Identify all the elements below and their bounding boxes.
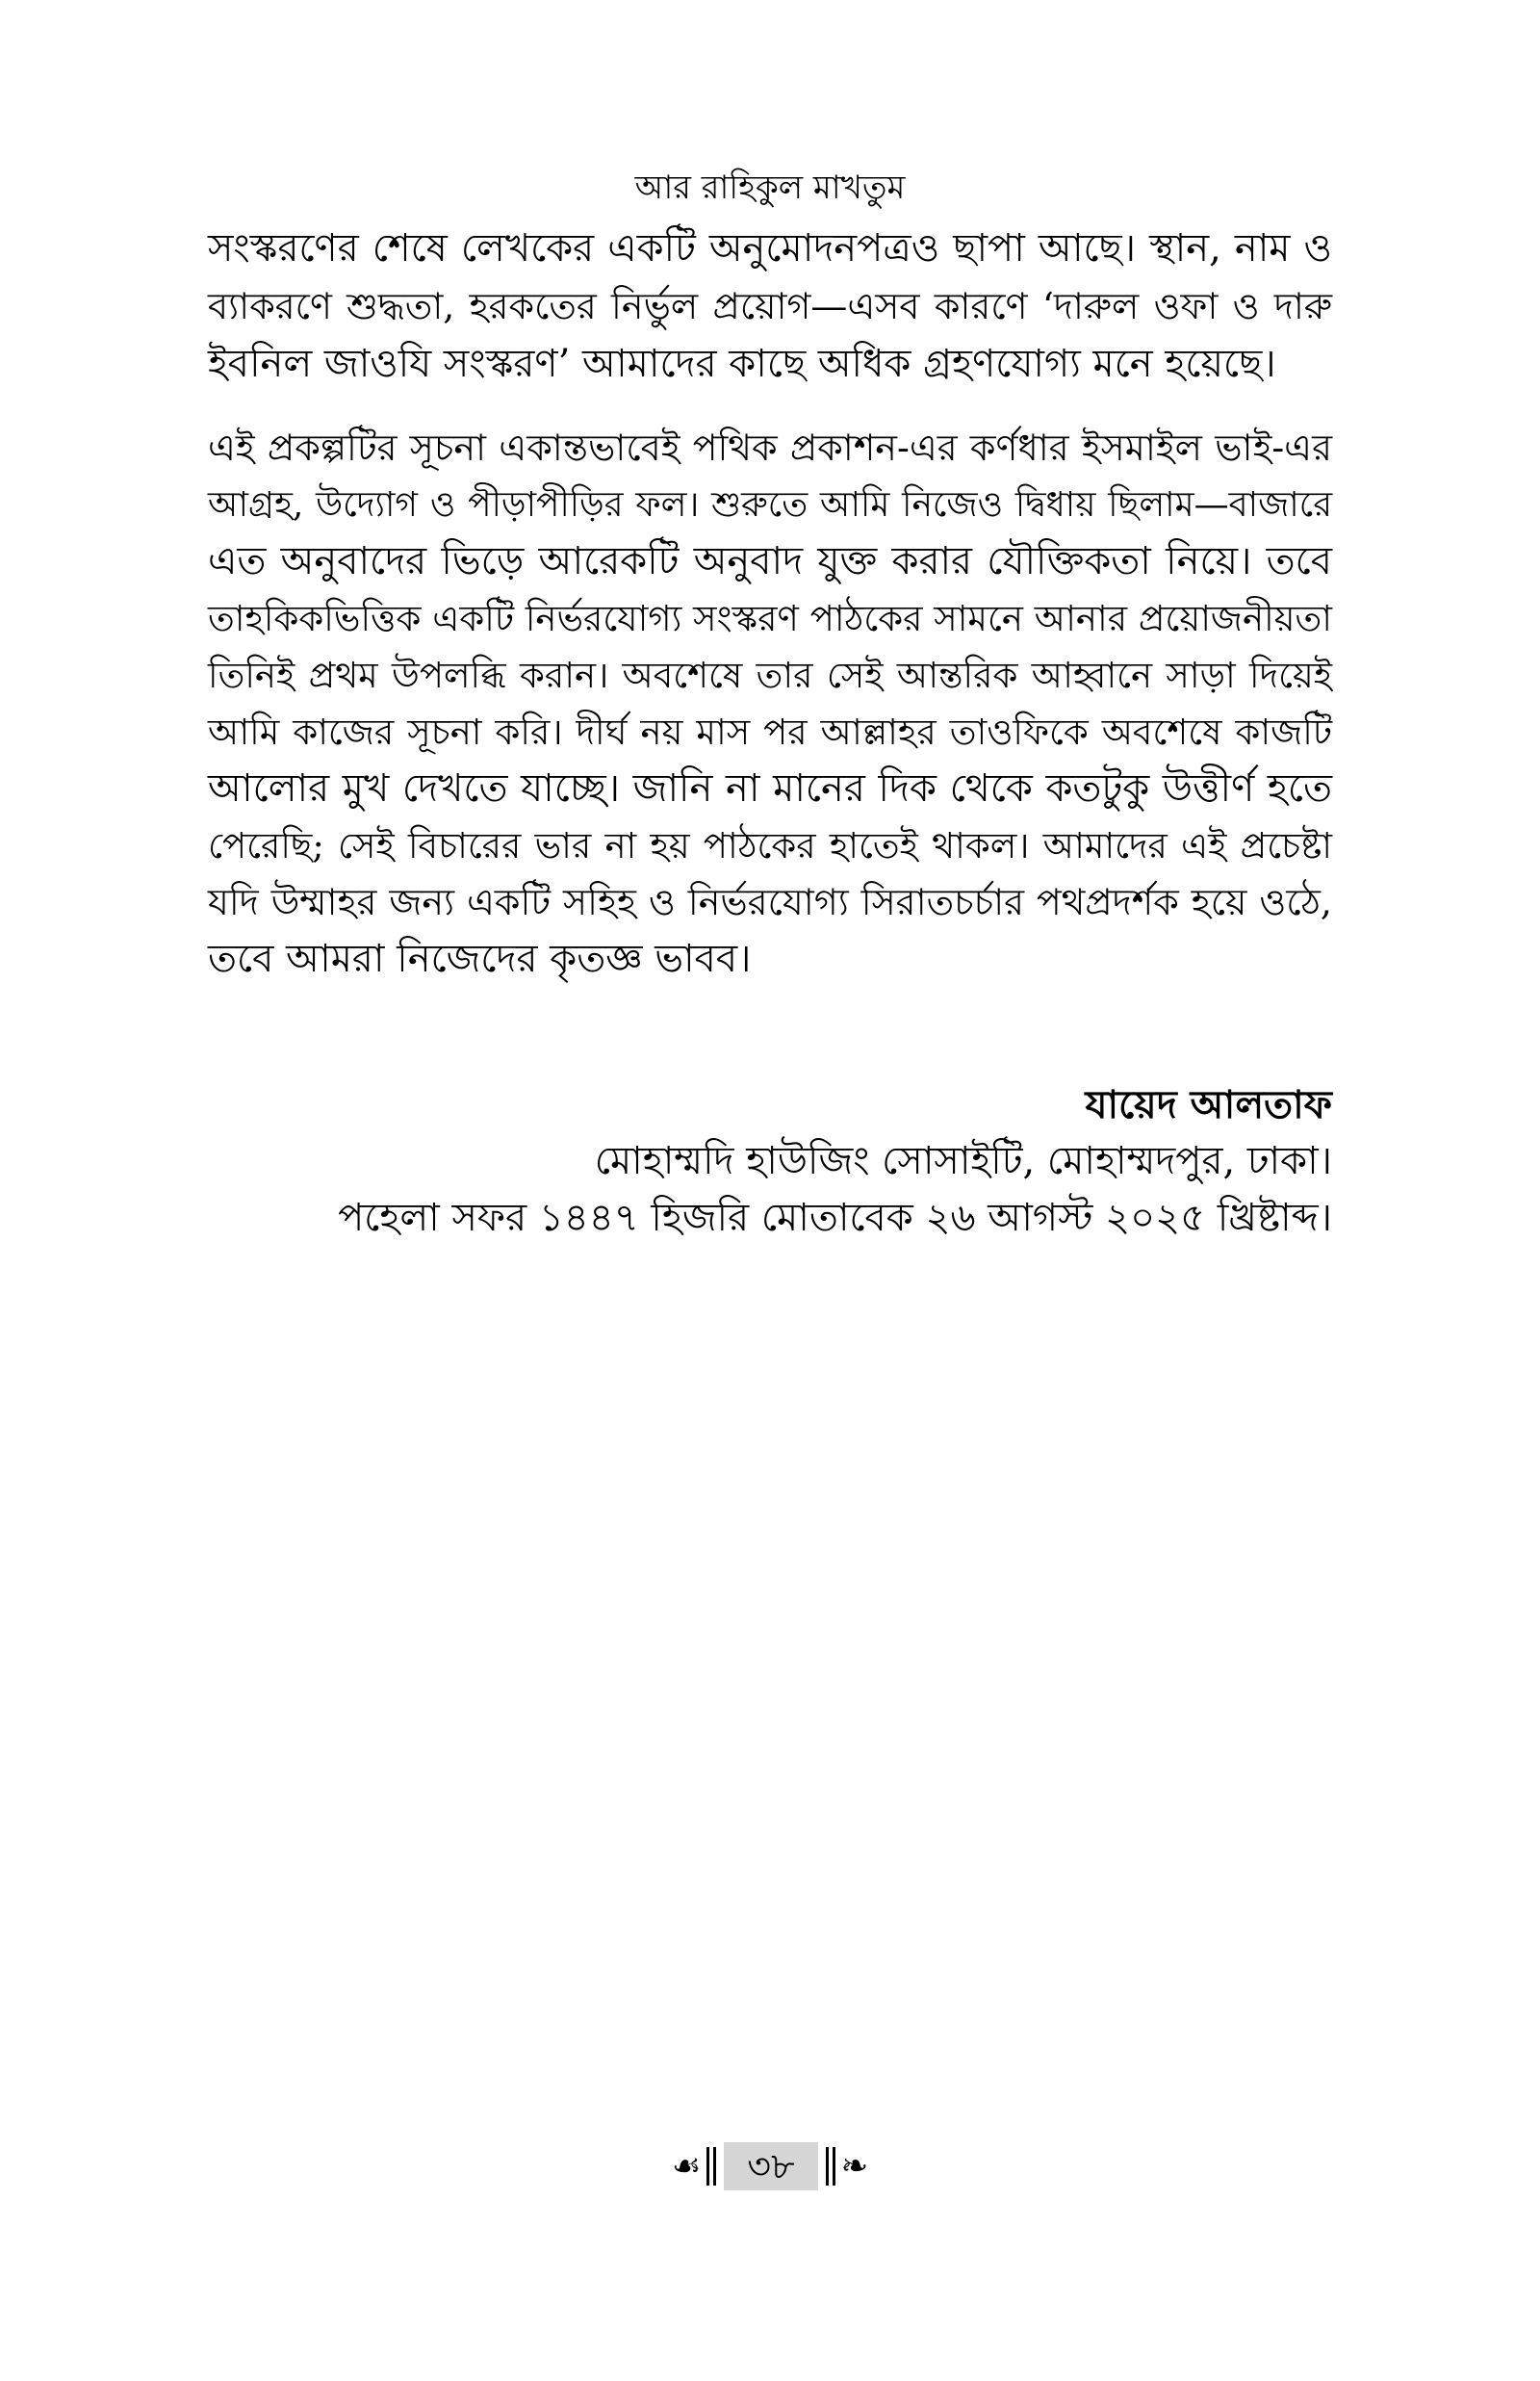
divider-bar (826, 2147, 829, 2186)
text-line: ব্যাকরণে শুদ্ধতা, হরকতের নির্ভুল প্রয়োগ—এসব কারণে ‘দারুল ওফা ও দারু (208, 285, 1332, 327)
text-line: এই প্রকল্পটির সূচনা একান্তভাবেই পথিক প্রকাশন-এর কর্ণধার ইসমাইল ভাই-এর (208, 427, 1332, 469)
page-number: ৩৮ (724, 2142, 817, 2190)
divider-bar (833, 2147, 835, 2186)
text-line: ইবনিল জাওযি সংস্করণ’ আমাদের কাছে অধিক গ্রহণযোগ্য মনে হয়েছে। (208, 342, 1276, 386)
paragraph (208, 420, 1332, 988)
text-line: পেরেছি; সেই বিচারের ভার না হয় পাঠকের হাতেই থাকল। আমাদের এই প্রচেষ্টা (208, 825, 1332, 867)
floral-ornament-left-icon (672, 2142, 718, 2190)
text-line: তবে আমরা নিজেদের কৃতজ্ঞ ভাবব। (208, 937, 752, 981)
text-line: সংস্করণের শেষে লেখকের একটি অনুমোদনপত্রও ছাপা আছে। স্থান, নাম ও (208, 226, 1332, 271)
text-line: তাহকিকভিত্তিক একটি নির্ভরযোগ্য সংস্করণ পাঠকের সামনে আনার প্রয়োজনীয়তা (208, 598, 1332, 639)
signature-block (208, 1076, 1332, 1247)
divider-bar (713, 2147, 716, 2186)
text-line: যদি উম্মাহর জন্য একটি সহিহ ও নির্ভরযোগ্য সিরাতচর্চার পথপ্রদর্শক হয়ে ওঠে, (208, 881, 1332, 923)
signature-date: পহেলা সফর ১৪৪৭ হিজরি মোতাবেক ২৬ আগস্ট ২০২৫ খ্রিষ্টাব্দ। (338, 1196, 1332, 1240)
author-name: যায়েদ আলতাফ (1085, 1082, 1332, 1127)
paragraph (208, 220, 1332, 393)
text-line: আলোর মুখ দেখতে যাচ্ছে। জানি না মানের দিক থেকে কতটুকু উত্তীর্ণ হতে (208, 766, 1332, 811)
page-footer (0, 2139, 1540, 2193)
text-line: আমি কাজের সূচনা করি। দীর্ঘ নয় মাস পর আল্লাহর তাওফিকে অবশেষে কাজটি (208, 712, 1332, 753)
text-line: এত অনুবাদের ভিড়ে আরেকটি অনুবাদ যুক্ত করার যৌক্তিকতা নিয়ে। তবে (208, 539, 1332, 583)
divider-bar (706, 2147, 709, 2186)
floral-ornament-right-icon (824, 2142, 869, 2190)
running-header: আর রাহিকুল মাখতুম (634, 168, 906, 207)
text-line: তিনিই প্রথম উপলব্ধি করান। অবশেষে তার সেই আন্তরিক আহ্বানে সাড়া দিয়েই (208, 655, 1332, 696)
author-address: মোহাম্মদি হাউজিং সোসাইটি, মোহাম্মদপুর, ঢাকা। (594, 1139, 1332, 1183)
text-line: আগ্রহ, উদ্যোগ ও পীড়াপীড়ির ফল। শুরুতে আমি নিজেও দ্বিধায় ছিলাম—বাজারে (208, 485, 1332, 525)
